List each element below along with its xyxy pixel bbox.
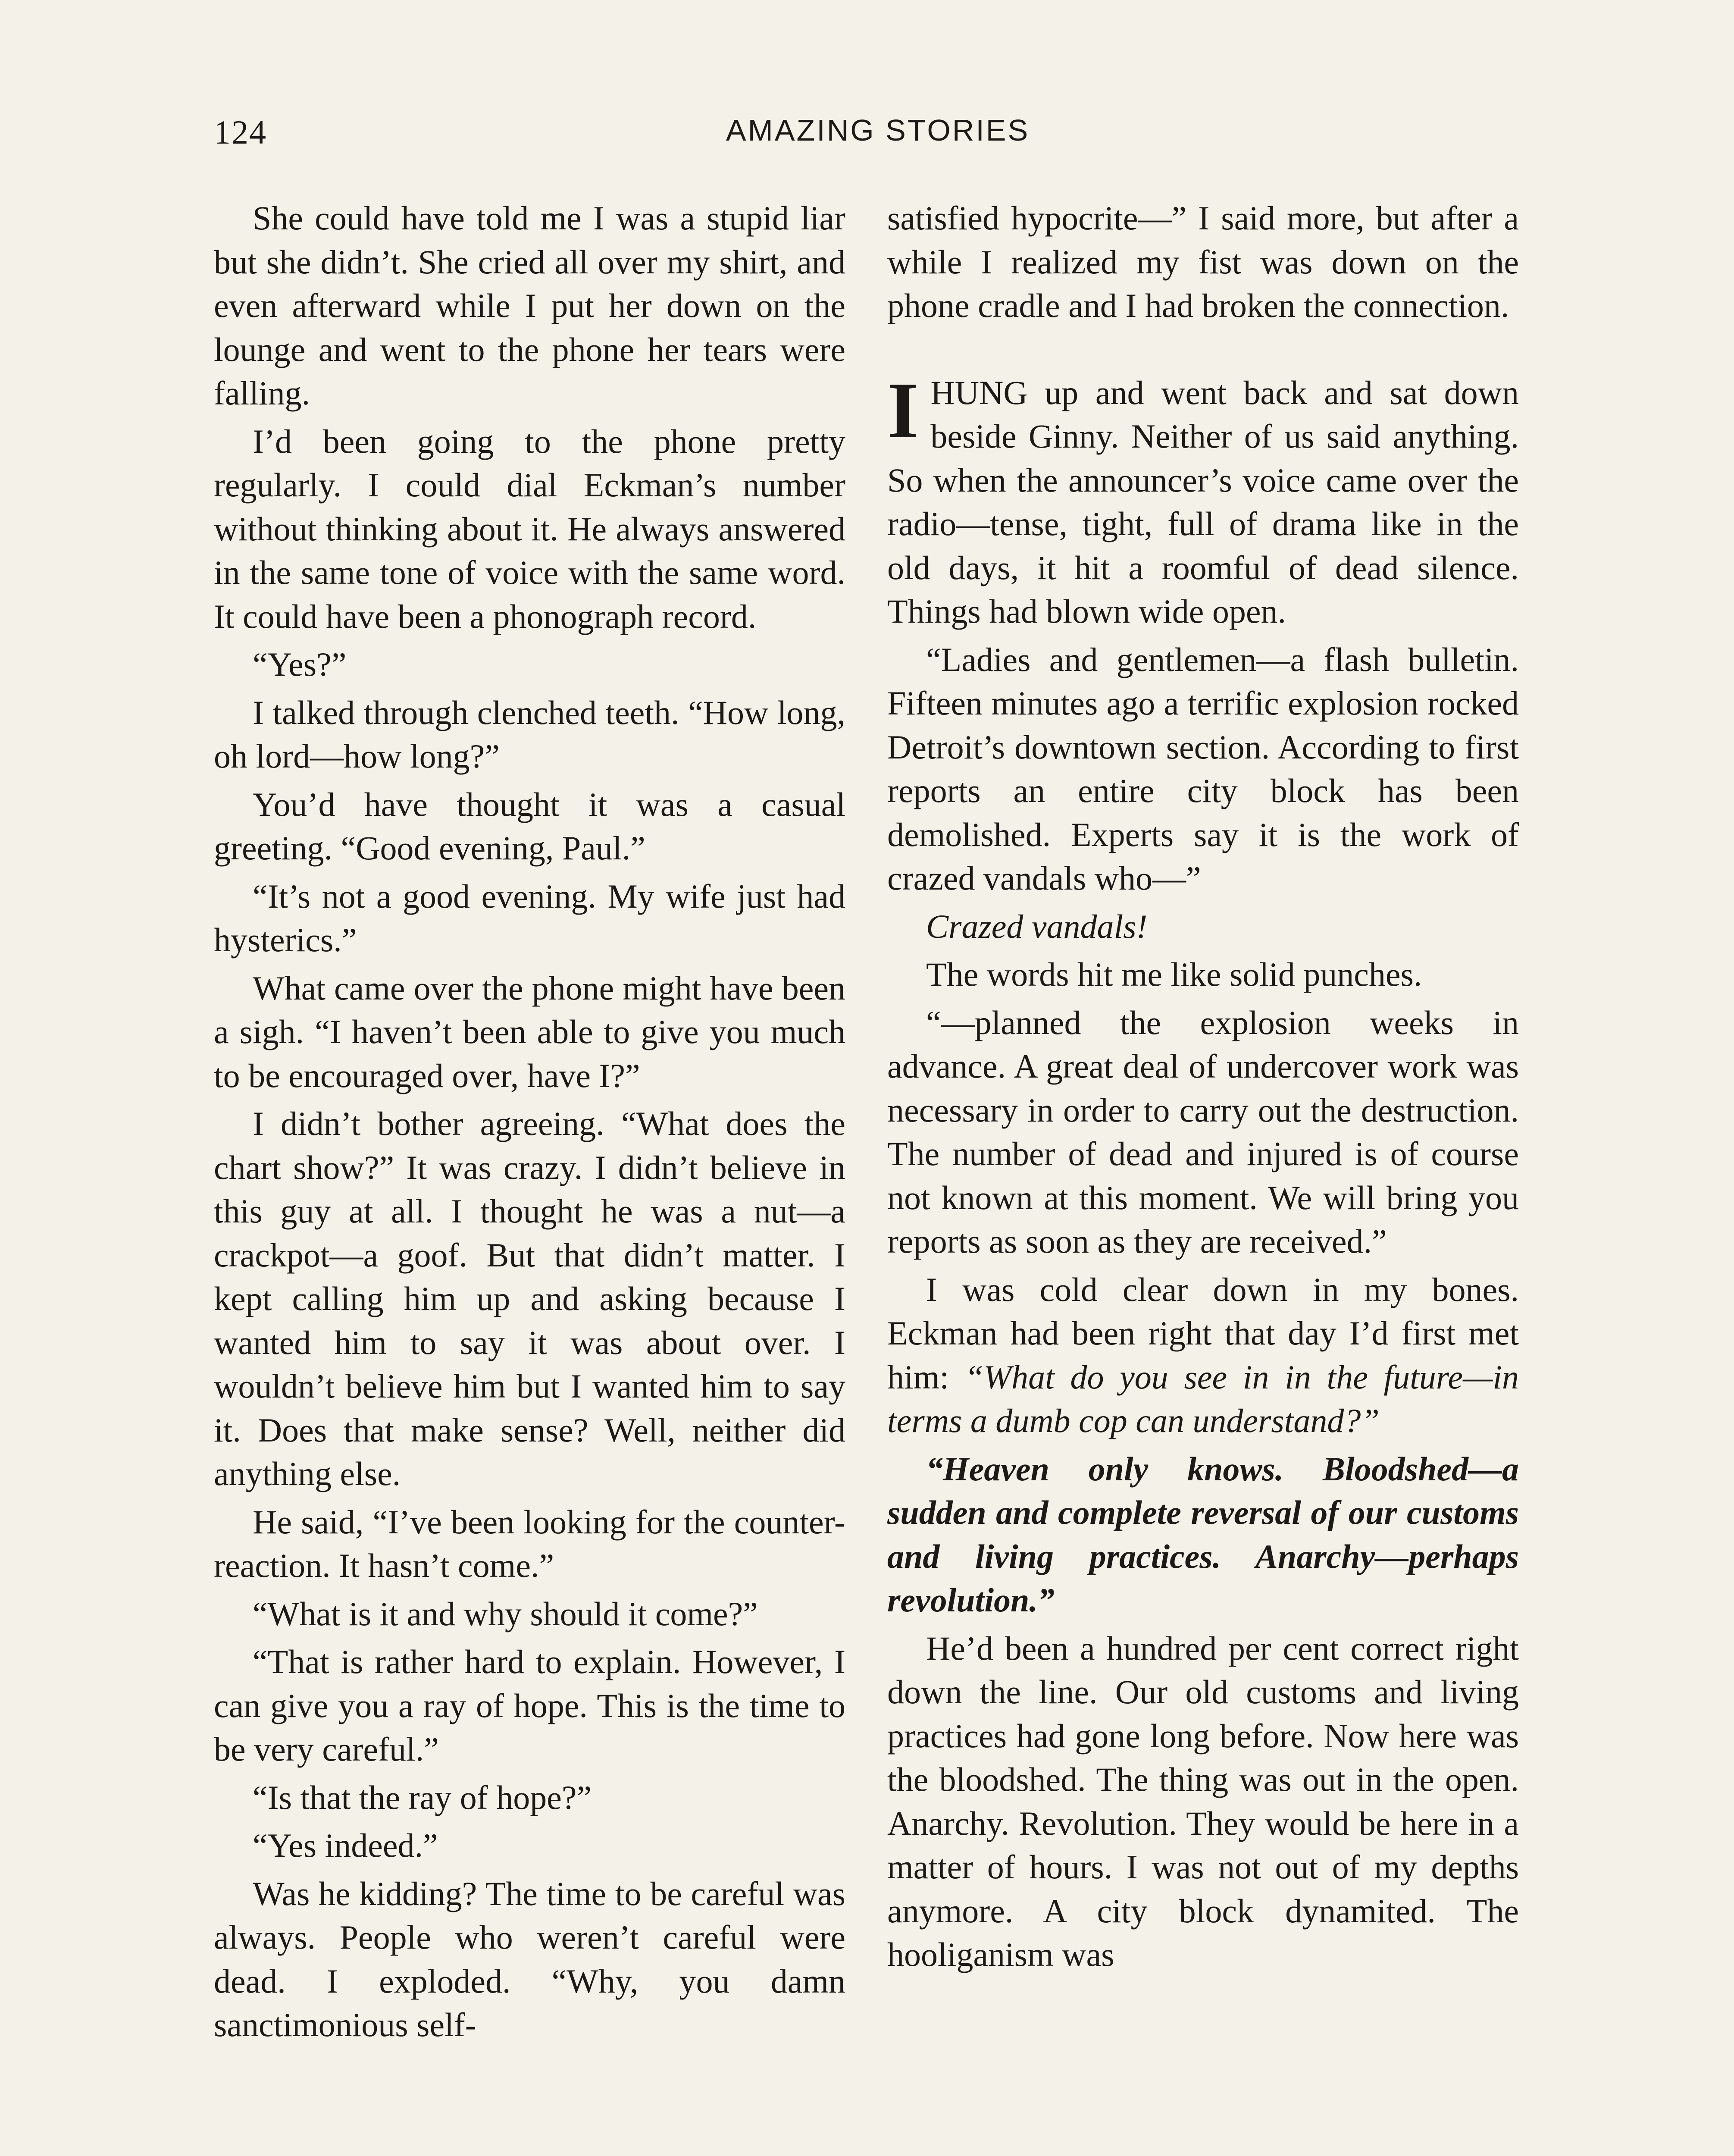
paragraph: “Heaven only knows. Bloodshed—a sudden and complete reversal of our customs and living practices. Anarchy—perhaps revolution.” — [887, 1450, 1519, 1619]
running-title: AMAZING STORIES — [726, 113, 1030, 147]
paragraph: I’d been going to the phone pretty regularly. I could dial Eckman’s number without thinking about it. He always answered in the same tone of voice with the same word. It could have been a phonograph record. — [214, 422, 845, 635]
paragraph: “—planned the explosion weeks in advance. A great deal of undercover work was necessary in order to carry out the destruction. The number of dead and injured is of course not known at this moment. We will bring you reports as soon as they are received.” — [887, 1003, 1519, 1260]
paragraph: “Yes?” — [253, 646, 347, 683]
paragraph-text: I was cold clear down in my bones. Eckman had been right that day I’d first met him: — [887, 1270, 1519, 1396]
paragraph: The words hit me like solid punches. — [926, 956, 1422, 993]
paragraph: I talked through clenched teeth. “How long, oh lord—how long?” — [214, 693, 845, 775]
paragraph: Was he kidding? The time to be careful was always. People who weren’t careful were dead. I exploded. “Why, you damn sanctimonious self- — [214, 1874, 845, 2043]
paragraph: “Yes indeed.” — [253, 1827, 438, 1864]
paragraph: “That is rather hard to explain. However, I can give you a ray of hope. This is the time to be very careful.” — [214, 1643, 845, 1768]
paragraph-italic-quote: “What do you see in in the future—in terms a dumb cop can understand?” — [887, 1358, 1519, 1439]
paragraph: satisfied hypocrite—” I said more, but after a while I realized my fist was down on the phone cradle and I had broken the connection. — [887, 199, 1519, 324]
paragraph: “What is it and why should it come?” — [253, 1595, 758, 1633]
paragraph: He’d been a hundred per cent correct right down the line. Our old customs and living practices had gone long before. Now here was the bloodshed. The thing was out in the open. Anarchy. Revolution. They would be here in a matter of hours. I was not out of my depths anymore. A city block dynamited. The hooliganism was — [887, 1629, 1519, 1973]
left-column — [214, 196, 845, 2051]
paragraph: What came over the phone might have been a sigh. “I haven’t been able to give you much to be encouraged over, have I?” — [214, 969, 845, 1094]
paragraph: “Ladies and gentlemen—a flash bulletin. Fifteen minutes ago a terrific explosion rocked Detroit’s downtown section. According to first reports an entire city block has been demolished. Experts say it is the work of crazed vandals who—” — [887, 640, 1519, 897]
paragraph: She could have told me I was a stupid liar but she didn’t. She cried all over my shirt, and even afterward while I put her down on the lounge and went to the phone her tears were falling. — [214, 199, 845, 412]
page-number: 124 — [214, 113, 267, 151]
paragraph: I didn’t bother agreeing. “What does the chart show?” It was crazy. I didn’t believe in this guy at all. I thought he was a nut—a crackpot—a goof. But that didn’t matter. I kept calling him up and asking because I wanted him to say it was about over. I wouldn’t believe him but I wanted him to say it. Does that make sense? Well, neither did anything else. — [214, 1105, 845, 1492]
right-column — [887, 196, 1519, 1981]
paragraph — [887, 1268, 1519, 1443]
paragraph-text: HUNG up and went back and sat down beside Ginny. Neither of us said anything. So when the announcer’s voice came over the radio—tense, tight, full of drama like in the old days, it hit a roomful of dead silence. Things had blown wide open. — [887, 373, 1519, 630]
page-header — [214, 113, 1542, 165]
paragraph: You’d have thought it was a casual greeting. “Good evening, Paul.” — [214, 785, 845, 867]
section-opening-paragraph — [887, 366, 1519, 633]
paragraph: “It’s not a good evening. My wife just had hysterics.” — [214, 877, 845, 959]
paragraph: He said, “I’ve been looking for the counter-reaction. It hasn’t come.” — [214, 1503, 845, 1584]
paragraph: Crazed vandals! — [926, 907, 1148, 945]
drop-cap: I — [887, 366, 919, 455]
paragraph: “Is that the ray of hope?” — [253, 1778, 592, 1816]
